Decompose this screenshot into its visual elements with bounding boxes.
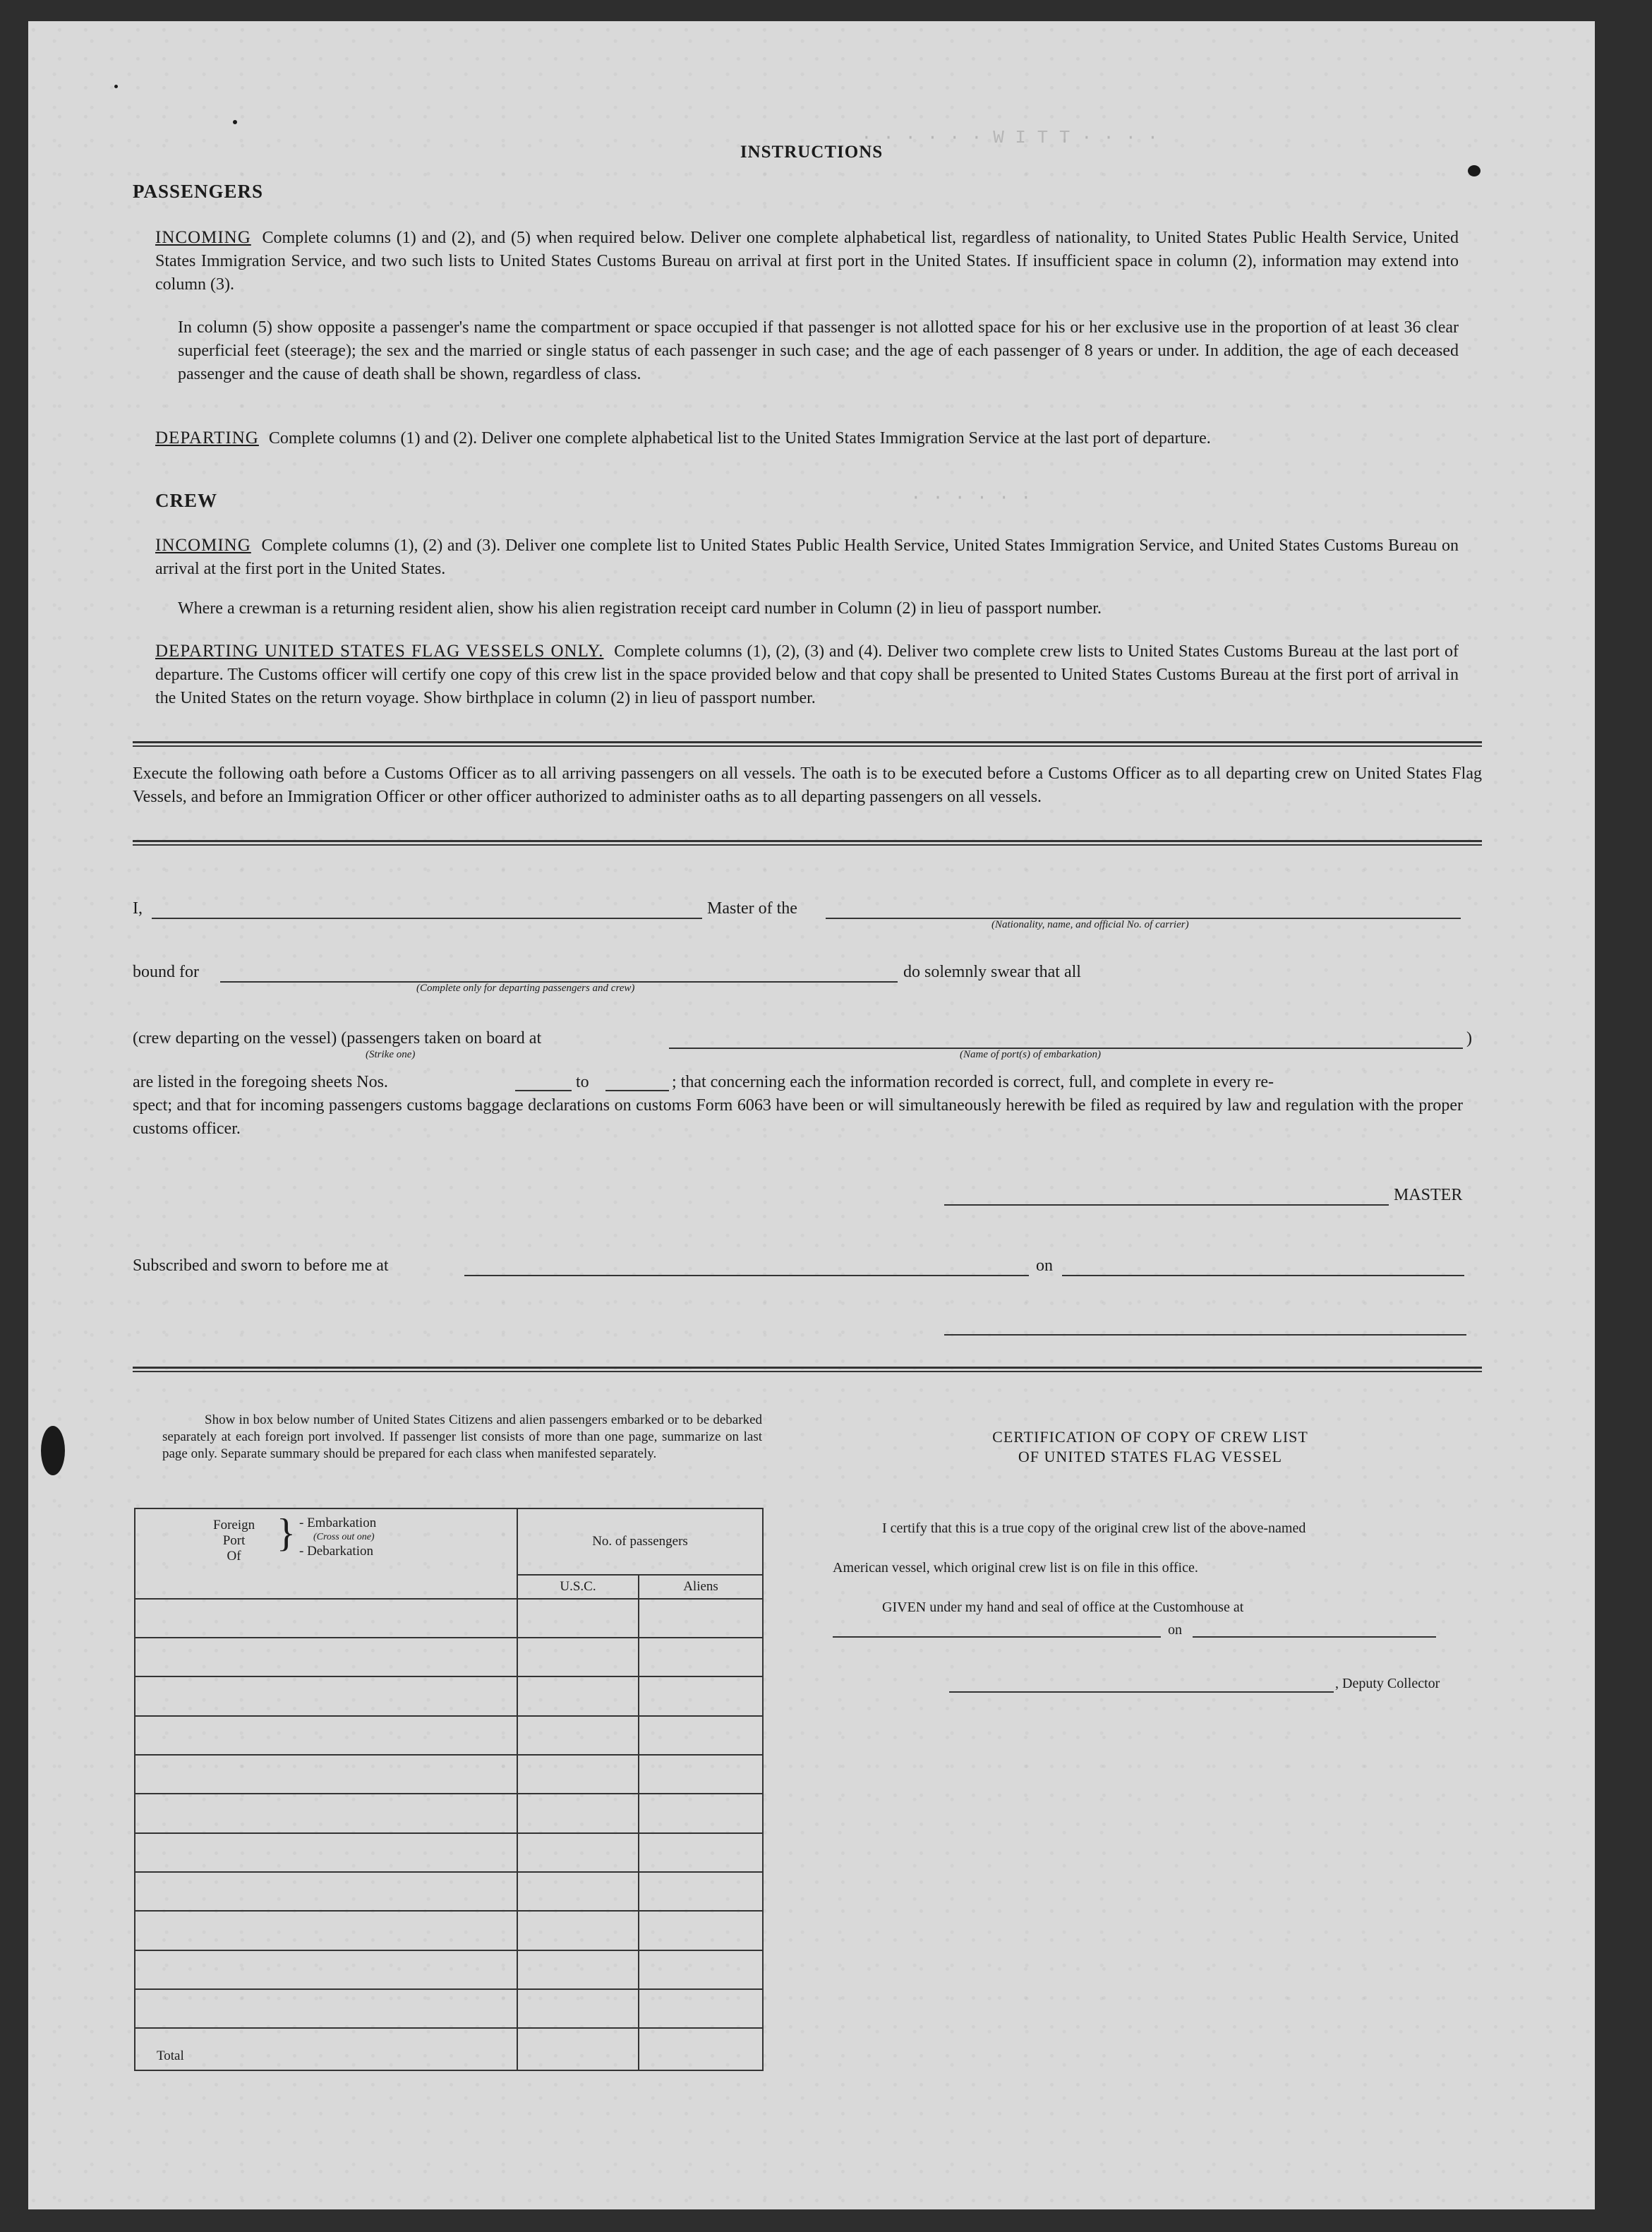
certify-line2: American vessel, which original crew list is on file in this office. — [833, 1560, 1198, 1576]
aliens-cell[interactable] — [639, 1872, 763, 1911]
certification-title-line1: CERTIFICATION OF COPY OF CREW LIST — [992, 1428, 1308, 1446]
port-cell[interactable] — [135, 1599, 517, 1638]
master-of-the-label: Master of the — [707, 899, 797, 918]
table-row — [135, 1599, 763, 1638]
certification-title-line2: OF UNITED STATES FLAG VESSEL — [1018, 1448, 1283, 1465]
brace-icon: } — [277, 1511, 296, 1555]
port-cell[interactable] — [135, 1794, 517, 1832]
close-paren: ) — [1466, 1029, 1472, 1048]
usc-cell[interactable] — [517, 1911, 639, 1950]
aliens-cell[interactable] — [639, 1989, 763, 2028]
port-cell[interactable] — [135, 1989, 517, 2028]
crew-incoming-paragraph — [155, 534, 1459, 581]
bound-for-label: bound for — [133, 963, 199, 981]
section-divider — [133, 840, 1482, 846]
sworn-on-label: on — [1036, 1256, 1053, 1275]
document-page — [28, 21, 1595, 2209]
usc-cell[interactable] — [517, 1950, 639, 1989]
embark-debark-labels — [299, 1516, 376, 1559]
usc-cell[interactable] — [517, 1755, 639, 1794]
listed-to-label: to — [576, 1073, 589, 1091]
total-row — [135, 2028, 763, 2070]
usc-cell[interactable] — [517, 1599, 639, 1638]
total-label: Total — [135, 2028, 517, 2070]
bleed-through-text: · · · · · · W I T T · · · · — [861, 127, 1159, 148]
passengers-incoming-label: INCOMING — [155, 228, 251, 247]
master-signature-field[interactable] — [944, 1204, 1389, 1206]
usc-cell[interactable] — [517, 1872, 639, 1911]
deputy-signature-field[interactable] — [949, 1691, 1334, 1693]
summary-instructions: Show in box below number of United States Citizens and alien passengers embarked or to be debarked separately at each foreign port involved. If passenger list consists of more than one page, summarize on last page only. Separate summary should be prepared for each class when manifested separately. — [162, 1412, 762, 1461]
port-cell[interactable] — [135, 1833, 517, 1872]
aliens-cell[interactable] — [639, 1638, 763, 1676]
officer-signature-field[interactable] — [944, 1334, 1466, 1336]
crew-incoming-text: Complete columns (1), (2) and (3). Deliver one complete list to United States Public Health Service, United States Immigration Service, and United States Customs Bureau on arrival at the first port in the United States. — [155, 536, 1459, 578]
table-row — [135, 1872, 763, 1911]
solemnly-swear-text: do solemnly swear that all — [903, 963, 1081, 981]
port-cell[interactable] — [135, 1676, 517, 1715]
crew-departing-text: Complete columns (1), (2), (3) and (4). Deliver two complete crew lists to United States Customs Bureau at the last port of departure. The Customs officer will certify one copy of this crew list in the space provided below and that copy shall be presented to United States Customs Bureau at the first port of arrival in the United States on the return voyage. Show birthplace in column (2) in lieu of passport number. — [155, 642, 1459, 707]
customhouse-field[interactable] — [833, 1636, 1161, 1638]
certification-title — [896, 1427, 1404, 1467]
crew-heading: CREW — [155, 490, 218, 511]
embarkation-label: - Embarkation — [299, 1516, 377, 1530]
sheet-to-field[interactable] — [605, 1090, 669, 1091]
usc-cell[interactable] — [517, 1989, 639, 2028]
aliens-cell[interactable] — [639, 1911, 763, 1950]
aliens-cell[interactable] — [639, 1833, 763, 1872]
sworn-date-field[interactable] — [1062, 1275, 1464, 1276]
port-label: Port — [222, 1533, 246, 1548]
total-aliens-cell[interactable] — [639, 2028, 763, 2070]
crew-incoming-label: INCOMING — [155, 536, 251, 555]
table-row — [135, 1911, 763, 1950]
foreign-label: Foreign — [213, 1518, 255, 1532]
listed-correct-text: ; that concerning each the information recorded is correct, full, and complete in every re- — [672, 1073, 1274, 1091]
given-under-hand: GIVEN under my hand and seal of office at the Customhouse at — [882, 1600, 1244, 1615]
aliens-column-header: Aliens — [639, 1575, 763, 1599]
page-title: INSTRUCTIONS — [740, 143, 884, 162]
foreign-port-of-label — [213, 1518, 255, 1564]
deputy-collector-label: , Deputy Collector — [1335, 1676, 1440, 1691]
passengers-heading: PASSENGERS — [133, 181, 264, 202]
passengers-departing-text: Complete columns (1) and (2). Deliver one complete alphabetical list to the United States Immigration Service at the last port of departure. — [268, 429, 1211, 448]
port-cell[interactable] — [135, 1950, 517, 1989]
master-label: MASTER — [1394, 1186, 1463, 1204]
crew-resident-paragraph — [178, 597, 1459, 620]
of-label: Of — [227, 1549, 241, 1564]
aliens-cell[interactable] — [639, 1794, 763, 1832]
port-cell[interactable] — [135, 1872, 517, 1911]
listed-sheets-label: are listed in the foregoing sheets Nos. — [133, 1073, 388, 1091]
carrier-caption: (Nationality, name, and official No. of carrier) — [991, 919, 1189, 930]
total-usc-cell[interactable] — [517, 2028, 639, 2070]
subscribed-label: Subscribed and sworn to before me at — [133, 1256, 389, 1275]
strike-one-caption: (Strike one) — [366, 1049, 416, 1060]
foreign-port-header — [135, 1508, 517, 1599]
aliens-cell[interactable] — [639, 1676, 763, 1715]
passenger-summary-table — [134, 1508, 764, 2071]
summary-header-row — [135, 1508, 763, 1575]
sheet-from-field[interactable] — [515, 1090, 572, 1091]
table-row — [135, 1716, 763, 1755]
table-row — [135, 1989, 763, 2028]
column5-text: In column (5) show opposite a passenger's name the compartment or space occupied if that passenger is not allotted space for his or her exclusive use in the proportion of at least 36 clear superficial feet (steerage); the sex and the married or single status of each passenger in such case; and the age of each passenger of 8 years or under. In addition, the age of each deceased passenger and the cause of death shall be shown, regardless of class. — [178, 318, 1459, 383]
aliens-cell[interactable] — [639, 1950, 763, 1989]
listed-respect-text: spect; and that for incoming passengers customs baggage declarations on customs Form 6063 have been or will simultaneously herewith be filed as required by law and regulation with the proper customs officer. — [133, 1096, 1463, 1138]
usc-cell[interactable] — [517, 1676, 639, 1715]
sworn-location-field[interactable] — [464, 1275, 1029, 1276]
crew-resident-text: Where a crewman is a returning resident alien, show his alien registration receipt card number in Column (2) in lieu of passport number. — [178, 599, 1102, 618]
table-row — [135, 1833, 763, 1872]
usc-cell[interactable] — [517, 1716, 639, 1755]
table-row — [135, 1794, 763, 1832]
usc-cell[interactable] — [517, 1638, 639, 1676]
bleed-through-text: · · · · · · — [910, 487, 1032, 508]
oath-intro: Execute the following oath before a Customs Officer as to all arriving passengers on all vessels. The oath is to be executed before a Customs Officer as to all departing crew on United States Flag Vessels, and before an Immigration Officer or other officer authorized to administer oaths as to all departing passengers on all vessels. — [133, 764, 1482, 806]
passengers-incoming-paragraph — [155, 226, 1459, 296]
passengers-incoming-text: Complete columns (1) and (2), and (5) when required below. Deliver one complete alphabetical list, regardless of nationality, to United States Public Health Service, United States Immigration Service, and two such lists to United States Customs Bureau on arrival at first port in the United States. If insufficient space in column (2), information may extend into column (3). — [155, 229, 1459, 294]
oath-i-label: I, — [133, 899, 143, 918]
ink-blot — [41, 1426, 65, 1475]
port-cell[interactable] — [135, 1911, 517, 1950]
cross-out-caption: (Cross out one) — [313, 1532, 375, 1542]
usc-cell[interactable] — [517, 1833, 639, 1872]
ink-dot — [114, 85, 118, 88]
bound-for-caption: (Complete only for departing passengers and crew) — [416, 983, 635, 994]
port-cell[interactable] — [135, 1638, 517, 1676]
usc-cell[interactable] — [517, 1794, 639, 1832]
section-divider — [133, 741, 1482, 747]
debarkation-label: - Debarkation — [299, 1544, 373, 1559]
aliens-cell[interactable] — [639, 1716, 763, 1755]
crew-departing-paragraph — [155, 640, 1459, 710]
column5-paragraph — [178, 316, 1459, 386]
no-of-passengers-header: No. of passengers — [517, 1508, 763, 1575]
master-name-field[interactable] — [152, 918, 702, 919]
aliens-cell[interactable] — [639, 1755, 763, 1794]
usc-column-header: U.S.C. — [517, 1575, 639, 1599]
certify-line1: I certify that this is a true copy of the original crew list of the above-named — [882, 1520, 1306, 1536]
section-divider — [133, 1367, 1482, 1372]
passengers-departing-paragraph — [155, 426, 1459, 450]
crew-departing-label: DEPARTING UNITED STATES FLAG VESSELS ONLY. — [155, 642, 604, 661]
certify-on-label: on — [1168, 1622, 1182, 1638]
embarkation-port-caption: (Name of port(s) of embarkation) — [960, 1049, 1101, 1060]
ink-dot — [233, 120, 237, 124]
table-row — [135, 1950, 763, 1989]
table-row — [135, 1676, 763, 1715]
certify-date-field[interactable] — [1193, 1636, 1436, 1638]
ink-blot — [1468, 165, 1481, 176]
table-row — [135, 1638, 763, 1676]
passengers-departing-label: DEPARTING — [155, 428, 259, 448]
table-row — [135, 1755, 763, 1794]
port-cell[interactable] — [135, 1755, 517, 1794]
crew-departing-text: (crew departing on the vessel) (passengers taken on board at — [133, 1029, 542, 1048]
aliens-cell[interactable] — [639, 1599, 763, 1638]
port-cell[interactable] — [135, 1716, 517, 1755]
